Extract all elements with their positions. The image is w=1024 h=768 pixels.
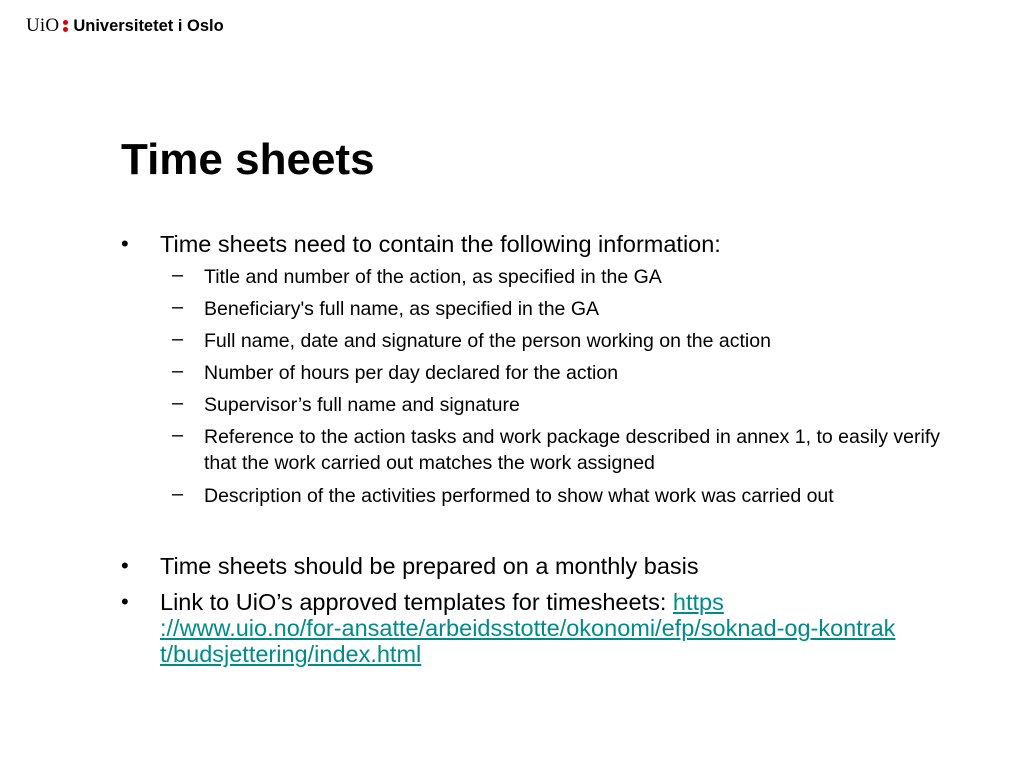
- bullet-text: Time sheets need to contain the following information:: [160, 231, 721, 257]
- logo-short-name: UiO: [26, 15, 60, 36]
- dash-marker: –: [172, 296, 184, 318]
- sub-item: [172, 483, 972, 509]
- sub-item: [172, 328, 972, 354]
- sub-item-text: Beneficiary's full name, as specified in the GA: [204, 298, 599, 320]
- sub-item-text: Supervisor’s full name and signature: [204, 394, 520, 416]
- bullet-marker: •: [121, 231, 129, 256]
- sub-item: [172, 424, 942, 476]
- dash-marker: –: [172, 264, 184, 286]
- bullet-item: [121, 553, 971, 579]
- bullet-item: [121, 589, 981, 667]
- sub-item-text: Title and number of the action, as specified in the GA: [204, 266, 662, 288]
- logo-dots-icon: [63, 19, 68, 33]
- sub-item-text: Number of hours per day declared for the action: [204, 362, 619, 384]
- dash-marker: –: [172, 424, 184, 446]
- bullet-marker: •: [121, 589, 129, 614]
- sub-item-text: Full name, date and signature of the person working on the action: [204, 330, 771, 352]
- bullet-marker: •: [121, 553, 129, 578]
- sub-item-text: Reference to the action tasks and work package described in annex 1, to easily verify that the work carried out matches the work assigned: [204, 426, 940, 474]
- bullet-label: Link to UiO’s approved templates for timesheets:: [160, 589, 667, 615]
- dash-marker: –: [172, 328, 184, 350]
- sub-item-text: Description of the activities performed to show what work was carried out: [204, 485, 834, 507]
- link-line: ://www.uio.no/for-ansatte/arbeidsstotte/okonomi/efp/soknad-og-kontrak: [160, 615, 896, 641]
- slide-title: Time sheets: [121, 135, 375, 184]
- dash-marker: –: [172, 483, 184, 505]
- uio-logo: [26, 14, 224, 38]
- link-line: https: [672, 589, 724, 615]
- bullet-text: Time sheets should be prepared on a monthly basis: [160, 553, 699, 579]
- dash-marker: –: [172, 360, 184, 382]
- sub-item: [172, 264, 972, 290]
- bullet-text: [160, 589, 981, 667]
- bullet-item: [121, 231, 971, 257]
- dash-marker: –: [172, 392, 184, 414]
- logo-full-name: Universitetet i Oslo: [73, 16, 224, 35]
- link-line: t/budsjettering/index.html: [160, 641, 422, 667]
- sub-item: [172, 392, 972, 418]
- sub-item: [172, 360, 972, 386]
- sub-item: [172, 296, 972, 322]
